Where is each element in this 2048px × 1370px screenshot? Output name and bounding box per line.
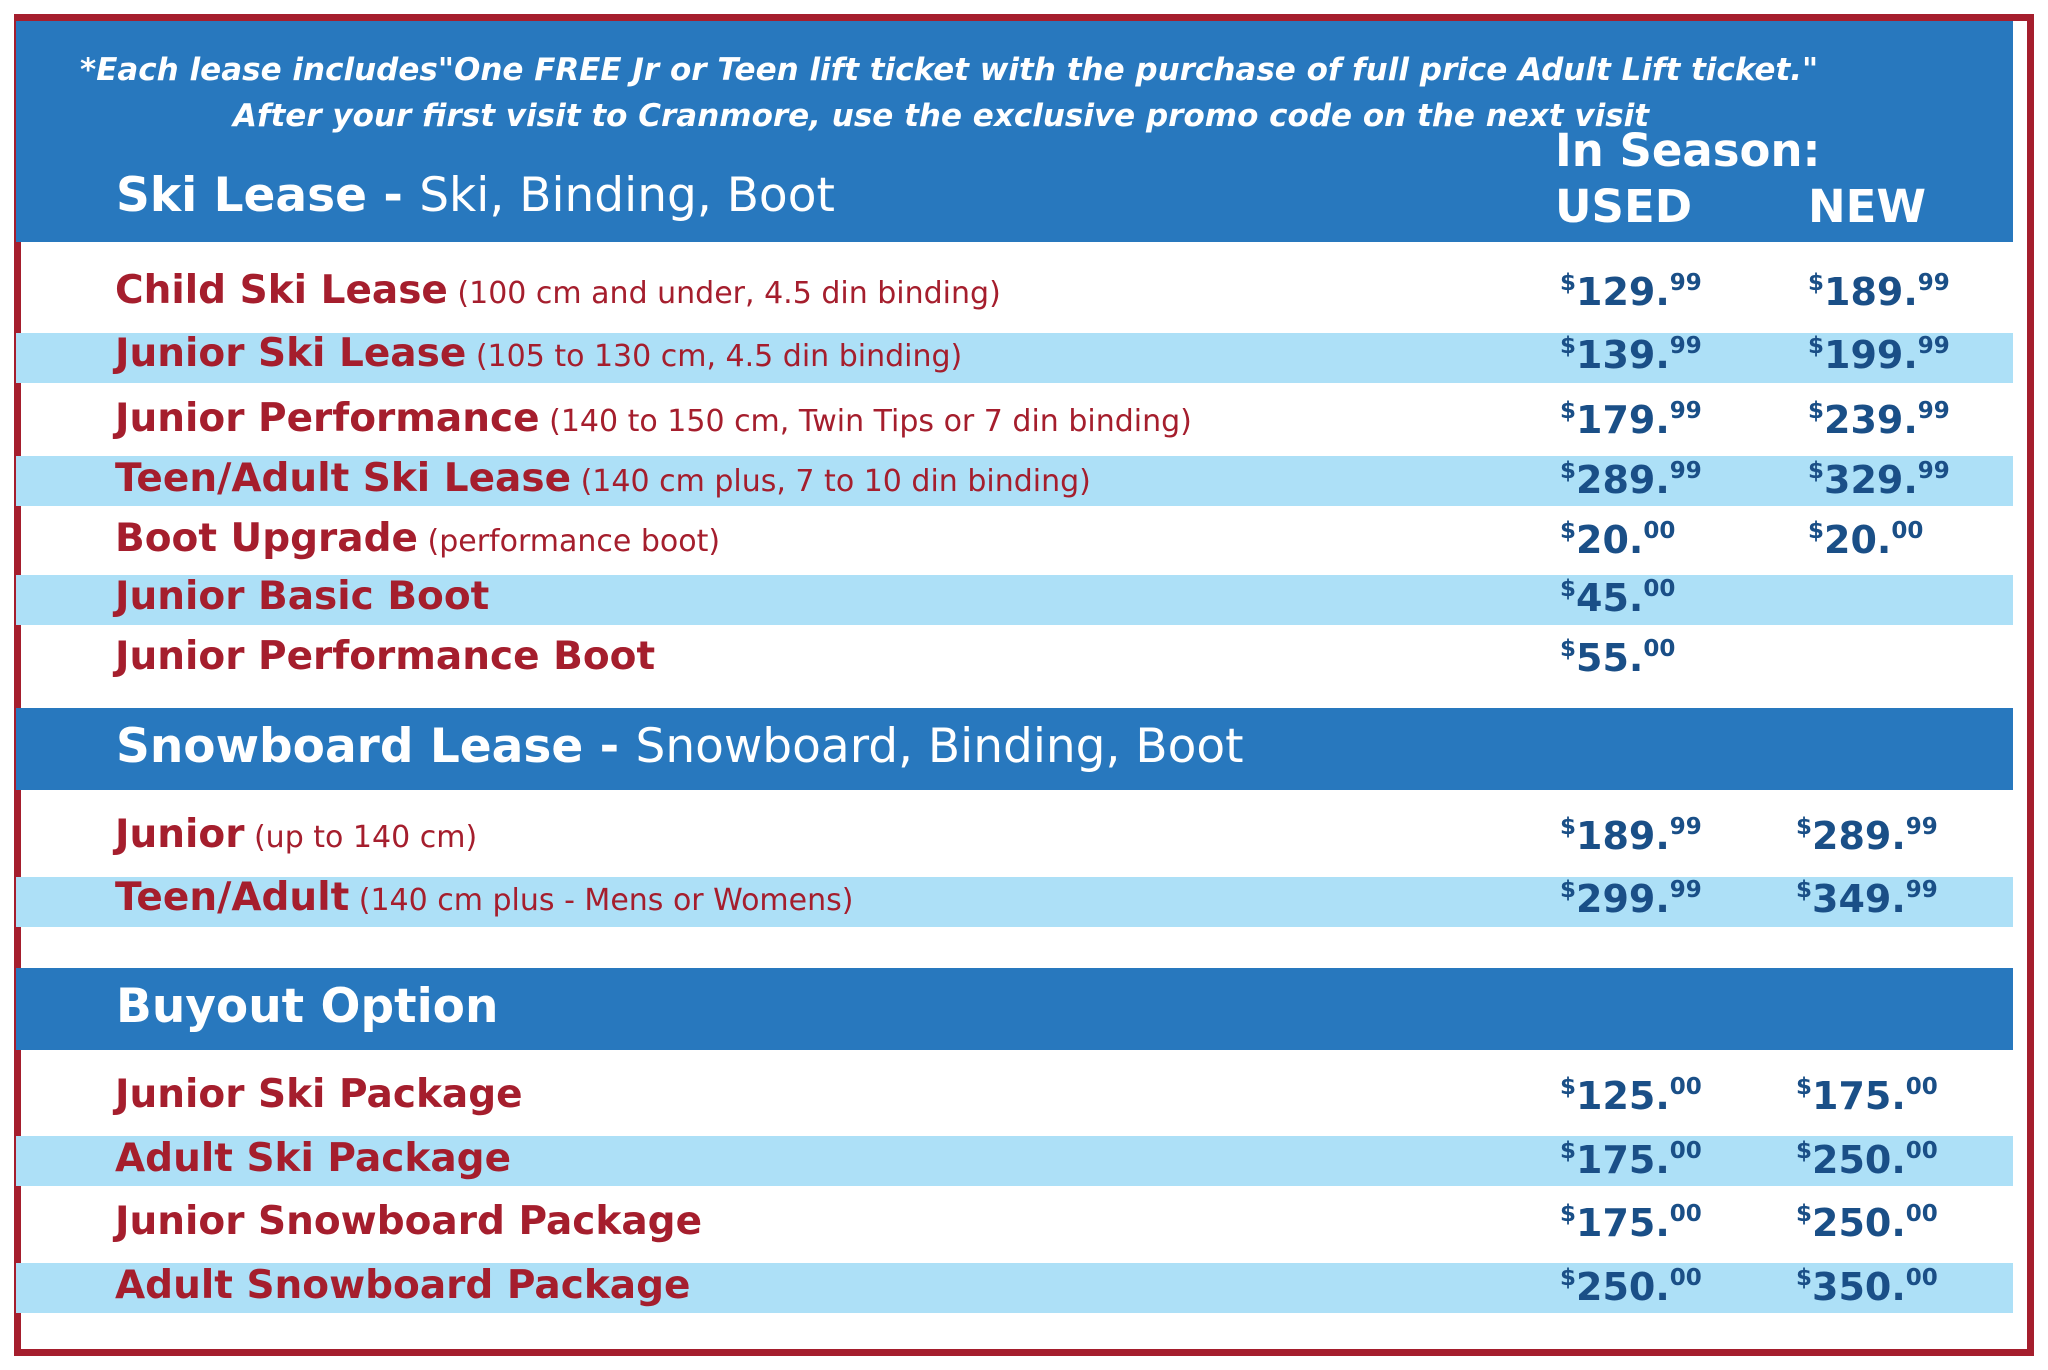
- used-column-heading: USED: [1555, 180, 1693, 233]
- currency-symbol: $: [1808, 398, 1825, 424]
- price-cents: 99: [1669, 333, 1702, 359]
- item-name: Teen/Adult Ski Lease: [115, 456, 572, 501]
- currency-symbol: $: [1560, 814, 1577, 840]
- price-dollars: 329.: [1824, 458, 1918, 502]
- currency-symbol: $: [1560, 1138, 1577, 1164]
- currency-symbol: $: [1796, 814, 1813, 840]
- item-name: Junior Basic Boot: [115, 574, 490, 619]
- currency-symbol: $: [1808, 333, 1825, 359]
- used-price: [1560, 1201, 1702, 1245]
- price-cents: 99: [1669, 398, 1702, 424]
- price-cents: 99: [1917, 458, 1950, 484]
- lease-note-line1: *Each lease includes"One FREE Jr or Teen lift ticket with the purchase of full price Adult Lift ticket.": [80, 52, 1819, 88]
- item-name: Teen/Adult: [115, 875, 350, 920]
- new-price: [1796, 877, 1938, 921]
- price-cents: 99: [1669, 270, 1702, 296]
- price-cents: 99: [1917, 270, 1950, 296]
- price-cents: 00: [1891, 518, 1924, 544]
- item-name: Child Ski Lease: [115, 268, 448, 313]
- row-label: [115, 634, 655, 679]
- price-cents: 99: [1669, 458, 1702, 484]
- new-price: [1808, 333, 1950, 377]
- price-cents: 00: [1669, 1138, 1702, 1164]
- currency-symbol: $: [1808, 458, 1825, 484]
- price-dollars: 199.: [1824, 333, 1918, 377]
- new-price: [1808, 398, 1950, 442]
- snowboard-lease-title-sub: Snowboard, Binding, Boot: [635, 719, 1244, 774]
- item-name: Junior Performance Boot: [115, 634, 656, 679]
- price-dollars: 175.: [1812, 1074, 1906, 1118]
- currency-symbol: $: [1796, 1074, 1813, 1100]
- snowboard-lease-title: [116, 719, 1244, 774]
- new-price: [1796, 1138, 1938, 1182]
- used-price: [1560, 270, 1702, 314]
- row-label: [115, 331, 962, 376]
- currency-symbol: $: [1560, 518, 1577, 544]
- item-detail: (140 cm plus, 7 to 10 din binding): [571, 464, 1091, 499]
- currency-symbol: $: [1560, 333, 1577, 359]
- currency-symbol: $: [1796, 1265, 1813, 1291]
- currency-symbol: $: [1560, 1074, 1577, 1100]
- item-detail: (140 to 150 cm, Twin Tips or 7 din binding): [539, 404, 1192, 439]
- currency-symbol: $: [1796, 1201, 1813, 1227]
- snowboard-lease-title-bold: Snowboard Lease -: [116, 719, 636, 774]
- currency-symbol: $: [1560, 458, 1577, 484]
- price-cents: 99: [1905, 877, 1938, 903]
- price-dollars: 139.: [1576, 333, 1670, 377]
- currency-symbol: $: [1560, 877, 1577, 903]
- new-price: [1808, 270, 1950, 314]
- price-cents: 00: [1905, 1201, 1938, 1227]
- price-cents: 00: [1643, 518, 1676, 544]
- price-cents: 99: [1917, 398, 1950, 424]
- in-season-heading: In Season:: [1555, 124, 1821, 177]
- item-detail: (105 to 130 cm, 4.5 din binding): [466, 339, 963, 374]
- row-label: [115, 812, 477, 857]
- item-name: Junior: [115, 812, 245, 857]
- used-price: [1560, 518, 1675, 562]
- price-cents: 99: [1669, 877, 1702, 903]
- price-dollars: 189.: [1824, 270, 1918, 314]
- row-label: [115, 516, 720, 561]
- price-dollars: 189.: [1576, 814, 1670, 858]
- buyout-title-bold: Buyout Option: [116, 979, 499, 1034]
- price-dollars: 20.: [1824, 518, 1892, 562]
- currency-symbol: $: [1560, 1265, 1577, 1291]
- price-dollars: 175.: [1576, 1138, 1670, 1182]
- new-price: [1796, 1201, 1938, 1245]
- price-dollars: 250.: [1812, 1201, 1906, 1245]
- used-price: [1560, 636, 1675, 680]
- row-label: [115, 875, 853, 920]
- item-detail: (100 cm and under, 4.5 din binding): [447, 276, 1001, 311]
- row-label: [115, 1072, 523, 1117]
- price-dollars: 299.: [1576, 877, 1670, 921]
- item-name: Junior Performance: [115, 396, 540, 441]
- ski-lease-title-bold: Ski Lease -: [116, 168, 420, 223]
- new-price: [1796, 1074, 1938, 1118]
- used-price: [1560, 877, 1702, 921]
- item-detail: (140 cm plus - Mens or Womens): [349, 883, 854, 918]
- buyout-title: [116, 979, 498, 1034]
- price-cents: 99: [1669, 814, 1702, 840]
- price-cents: 00: [1905, 1074, 1938, 1100]
- price-dollars: 45.: [1576, 576, 1644, 620]
- currency-symbol: $: [1796, 877, 1813, 903]
- price-dollars: 349.: [1812, 877, 1906, 921]
- ski-lease-title-sub: Ski, Binding, Boot: [419, 168, 835, 223]
- item-detail: (up to 140 cm): [244, 820, 478, 855]
- price-dollars: 125.: [1576, 1074, 1670, 1118]
- price-dollars: 289.: [1576, 458, 1670, 502]
- price-dollars: 289.: [1812, 814, 1906, 858]
- price-dollars: 179.: [1576, 398, 1670, 442]
- price-cents: 00: [1669, 1201, 1702, 1227]
- row-label: [115, 1136, 511, 1181]
- item-name: Junior Ski Lease: [115, 331, 467, 376]
- ski-lease-title: [116, 168, 835, 223]
- price-dollars: 20.: [1576, 518, 1644, 562]
- row-label: [115, 396, 1192, 441]
- new-price: [1808, 518, 1923, 562]
- used-price: [1560, 814, 1702, 858]
- price-dollars: 129.: [1576, 270, 1670, 314]
- currency-symbol: $: [1560, 270, 1577, 296]
- price-cents: 99: [1905, 814, 1938, 840]
- price-cents: 00: [1643, 576, 1676, 602]
- item-name: Adult Ski Package: [115, 1136, 512, 1181]
- used-price: [1560, 1138, 1702, 1182]
- price-cents: 00: [1669, 1074, 1702, 1100]
- price-cents: 00: [1905, 1265, 1938, 1291]
- currency-symbol: $: [1560, 636, 1577, 662]
- item-name: Junior Ski Package: [115, 1072, 523, 1117]
- item-name: Adult Snowboard Package: [115, 1263, 691, 1308]
- price-cents: 00: [1669, 1265, 1702, 1291]
- price-dollars: 350.: [1812, 1265, 1906, 1309]
- price-cents: 00: [1643, 636, 1676, 662]
- item-detail: (performance boot): [417, 524, 721, 559]
- price-dollars: 55.: [1576, 636, 1644, 680]
- used-price: [1560, 1074, 1702, 1118]
- used-price: [1560, 333, 1702, 377]
- new-column-heading: NEW: [1808, 180, 1927, 233]
- new-price: [1808, 458, 1950, 502]
- row-label: [115, 268, 1001, 313]
- price-dollars: 250.: [1812, 1138, 1906, 1182]
- used-price: [1560, 576, 1675, 620]
- item-name: Boot Upgrade: [115, 516, 418, 561]
- price-dollars: 239.: [1824, 398, 1918, 442]
- currency-symbol: $: [1560, 576, 1577, 602]
- row-label: [115, 1199, 702, 1244]
- used-price: [1560, 458, 1702, 502]
- price-cents: 99: [1917, 333, 1950, 359]
- price-cents: 00: [1905, 1138, 1938, 1164]
- price-dollars: 250.: [1576, 1265, 1670, 1309]
- item-name: Junior Snowboard Package: [115, 1199, 703, 1244]
- currency-symbol: $: [1808, 270, 1825, 296]
- new-price: [1796, 1265, 1938, 1309]
- lease-note-line2: After your first visit to Cranmore, use the exclusive promo code on the next visit: [233, 98, 1650, 134]
- currency-symbol: $: [1808, 518, 1825, 544]
- used-price: [1560, 1265, 1702, 1309]
- row-label: [115, 456, 1091, 501]
- currency-symbol: $: [1560, 1201, 1577, 1227]
- used-price: [1560, 398, 1702, 442]
- row-label: [115, 1263, 690, 1308]
- currency-symbol: $: [1796, 1138, 1813, 1164]
- currency-symbol: $: [1560, 398, 1577, 424]
- new-price: [1796, 814, 1938, 858]
- price-dollars: 175.: [1576, 1201, 1670, 1245]
- row-label: [115, 574, 489, 619]
